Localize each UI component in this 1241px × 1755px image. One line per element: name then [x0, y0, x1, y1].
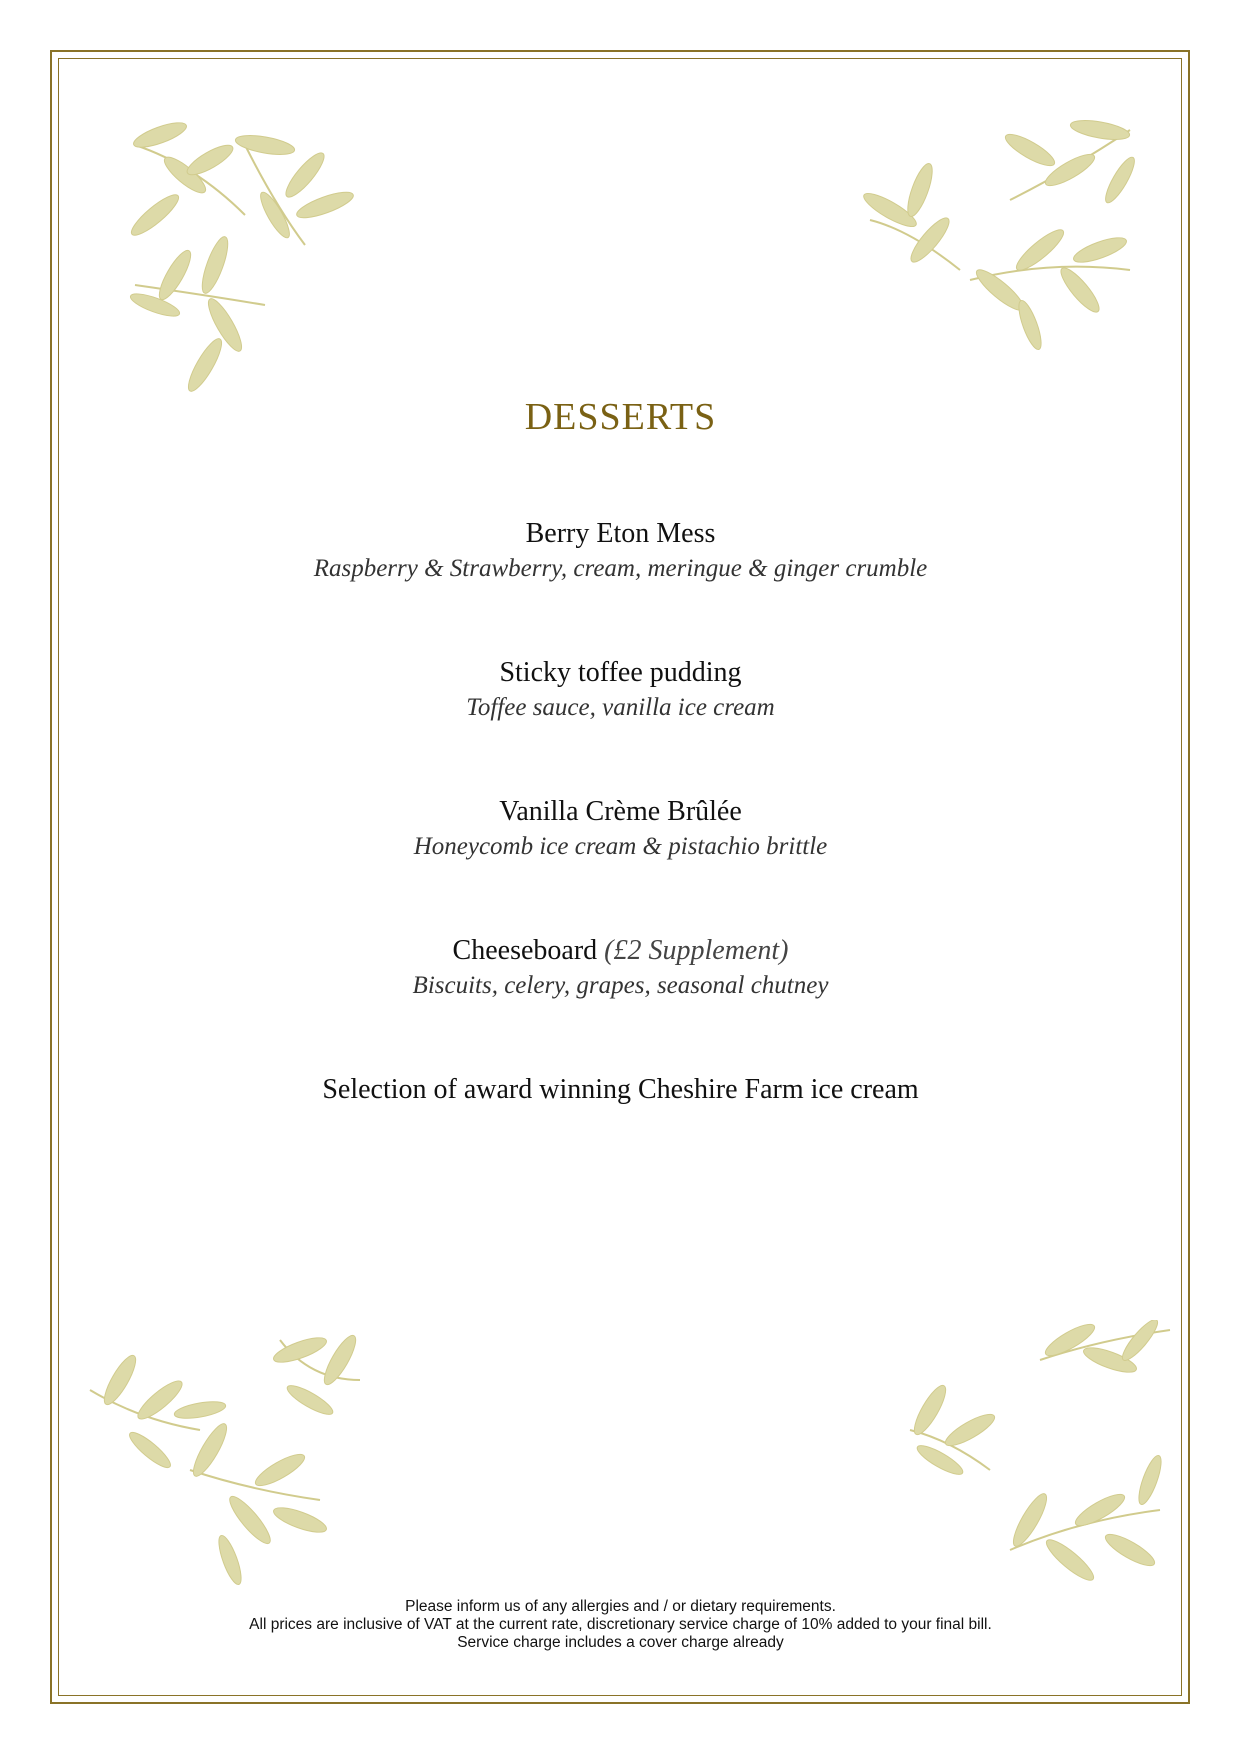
menu-item-name: Sticky toffee pudding — [499, 657, 742, 688]
menu-item-name-row — [0, 933, 1241, 969]
menu-item-name: Vanilla Crème Brûlée — [499, 796, 742, 827]
menu-item-description: Raspberry & Strawberry, cream, meringue & ginger crumble — [313, 555, 928, 582]
leaf-decoration-top-right — [850, 110, 1150, 370]
leaf-decoration-bottom-left — [60, 1320, 380, 1600]
footer-line: All prices are inclusive of VAT at the current rate, discretionary service charge of 10% added to your final bill. — [249, 1616, 992, 1633]
leaf-decoration-bottom-right — [880, 1320, 1180, 1620]
menu-item-supplement: (£2 Supplement) — [604, 935, 789, 966]
menu-item — [0, 1072, 1241, 1108]
menu-item-name: Cheeseboard — [452, 935, 598, 966]
footer-notes — [0, 1598, 1241, 1652]
footer-line: Please inform us of any allergies and / or dietary requirements. — [405, 1598, 836, 1615]
menu-item-description: Biscuits, celery, grapes, seasonal chutney — [412, 972, 829, 999]
menu-item-description: Honeycomb ice cream & pistachio brittle — [413, 833, 828, 860]
menu-item — [0, 794, 1241, 864]
menu-item-name: Berry Eton Mess — [525, 518, 716, 549]
leaf-decoration-top-left — [115, 105, 395, 405]
menu-item-description: Toffee sauce, vanilla ice cream — [466, 694, 775, 721]
menu-item — [0, 655, 1241, 725]
menu-item — [0, 516, 1241, 586]
page-title: DESSERTS — [524, 396, 717, 438]
menu-item-name: Selection of award winning Cheshire Farm ice cream — [322, 1074, 919, 1105]
menu-item — [0, 933, 1241, 1003]
footer-line: Service charge includes a cover charge already — [457, 1634, 784, 1651]
